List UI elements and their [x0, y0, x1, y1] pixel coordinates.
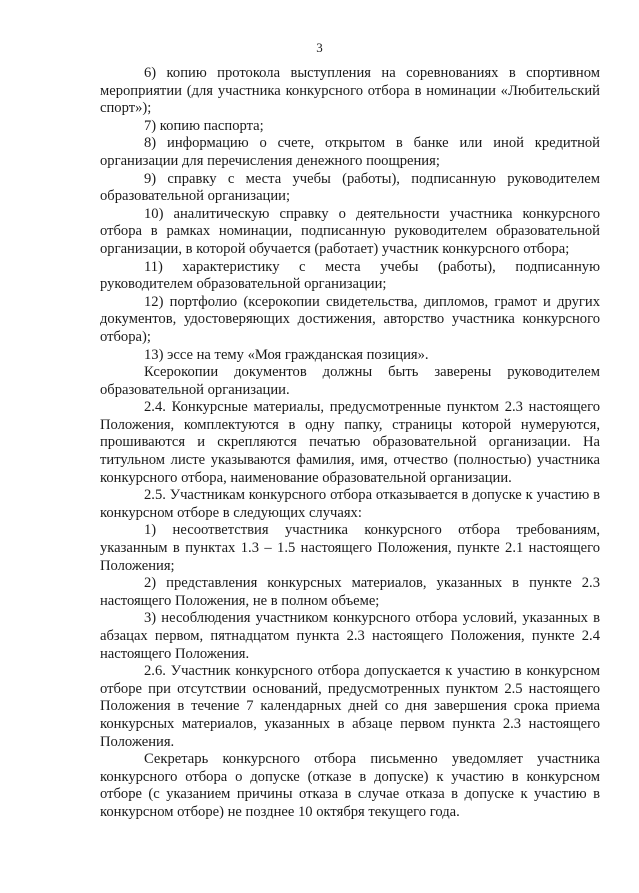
paragraph-item-7: 7) копию паспорта;	[144, 117, 264, 134]
paragraph-refusal-2: 2) представления конкурсных материалов, указанных в пункте 2.3 настоящего Положения, не в полном объеме;	[100, 575, 600, 609]
paragraph-item-13: 13) эссе на тему «Моя гражданская позиция».	[144, 346, 429, 363]
paragraph-section-2-5: 2.5. Участникам конкурсного отбора отказывается в допуске к участию в конкурсном отборе в следующих случаях:	[100, 487, 600, 521]
paragraph-copies-note: Ксерокопии документов должны быть заверены руководителем образовательной организации.	[100, 364, 600, 398]
paragraph-item-8: 8) информацию о счете, открытом в банке или иной кредитной организации для перечисления денежного поощрения;	[100, 135, 600, 169]
paragraph-item-9: 9) справку с места учебы (работы), подписанную руководителем образовательной организации;	[100, 170, 600, 205]
paragraph-secretary-notice: Секретарь конкурсного отбора письменно уведомляет участника конкурсного отбора о допуске (отказе в допуске) к участию в конкурсном отборе (с указанием причины отказа в случае отказа в допуске к участию в конкурсном отборе) не позднее 10 октября текущего года.	[100, 751, 600, 820]
paragraph-item-11: 11) характеристику с места учебы (работы), подписанную руководителем образовательной организации;	[100, 258, 600, 293]
paragraph-refusal-1: 1) несоответствия участника конкурсного отбора требованиям, указанным в пунктах 1.3 – 1.5 настоящего Положения, пункте 2.1 настоящего Положения;	[100, 522, 600, 574]
document-body	[100, 65, 600, 822]
paragraph-section-2-6: 2.6. Участник конкурсного отбора допускается к участию в конкурсном отборе при отсутствии оснований, предусмотренных пунктом 2.5 настоящего Положения в течение 7 календарных дней со дня завершения срока приема конкурсных материалов, указанных в абзаце первом пункта 2.3 настоящего Положения.	[100, 663, 600, 750]
paragraph-item-10: 10) аналитическую справку о деятельности участника конкурсного отбора в рамках номинации, подписанную руководителем образовательной организации, в которой обучается (работает) участник конкурсного отбора;	[100, 205, 600, 257]
paragraph-item-12: 12) портфолио (ксерокопии свидетельства, дипломов, грамот и других документов, удостоверяющих достижения, авторство участника конкурсного отбора);	[100, 293, 600, 345]
paragraph-refusal-3: 3) несоблюдения участником конкурсного отбора условий, указанных в абзацах первом, пятнадцатом пункта 2.3 настоящего Положения, пункте 2.4 настоящего Положения.	[100, 610, 600, 662]
paragraph-section-2-4: 2.4. Конкурсные материалы, предусмотренные пунктом 2.3 настоящего Положения, комплектуются в одну папку, страницы которой нумеруются, прошиваются и скрепляются печатью образовательной организации. На титульном листе указываются фамилия, имя, отчество (полностью) участника конкурсного отбора, наименование образовательной организации.	[100, 399, 600, 486]
page-number: 3	[316, 40, 323, 55]
paragraph-item-6: 6) копию протокола выступления на соревнованиях в спортивном мероприятии (для участника конкурсного отбора в номинации «Любительский спорт»);	[100, 65, 600, 117]
